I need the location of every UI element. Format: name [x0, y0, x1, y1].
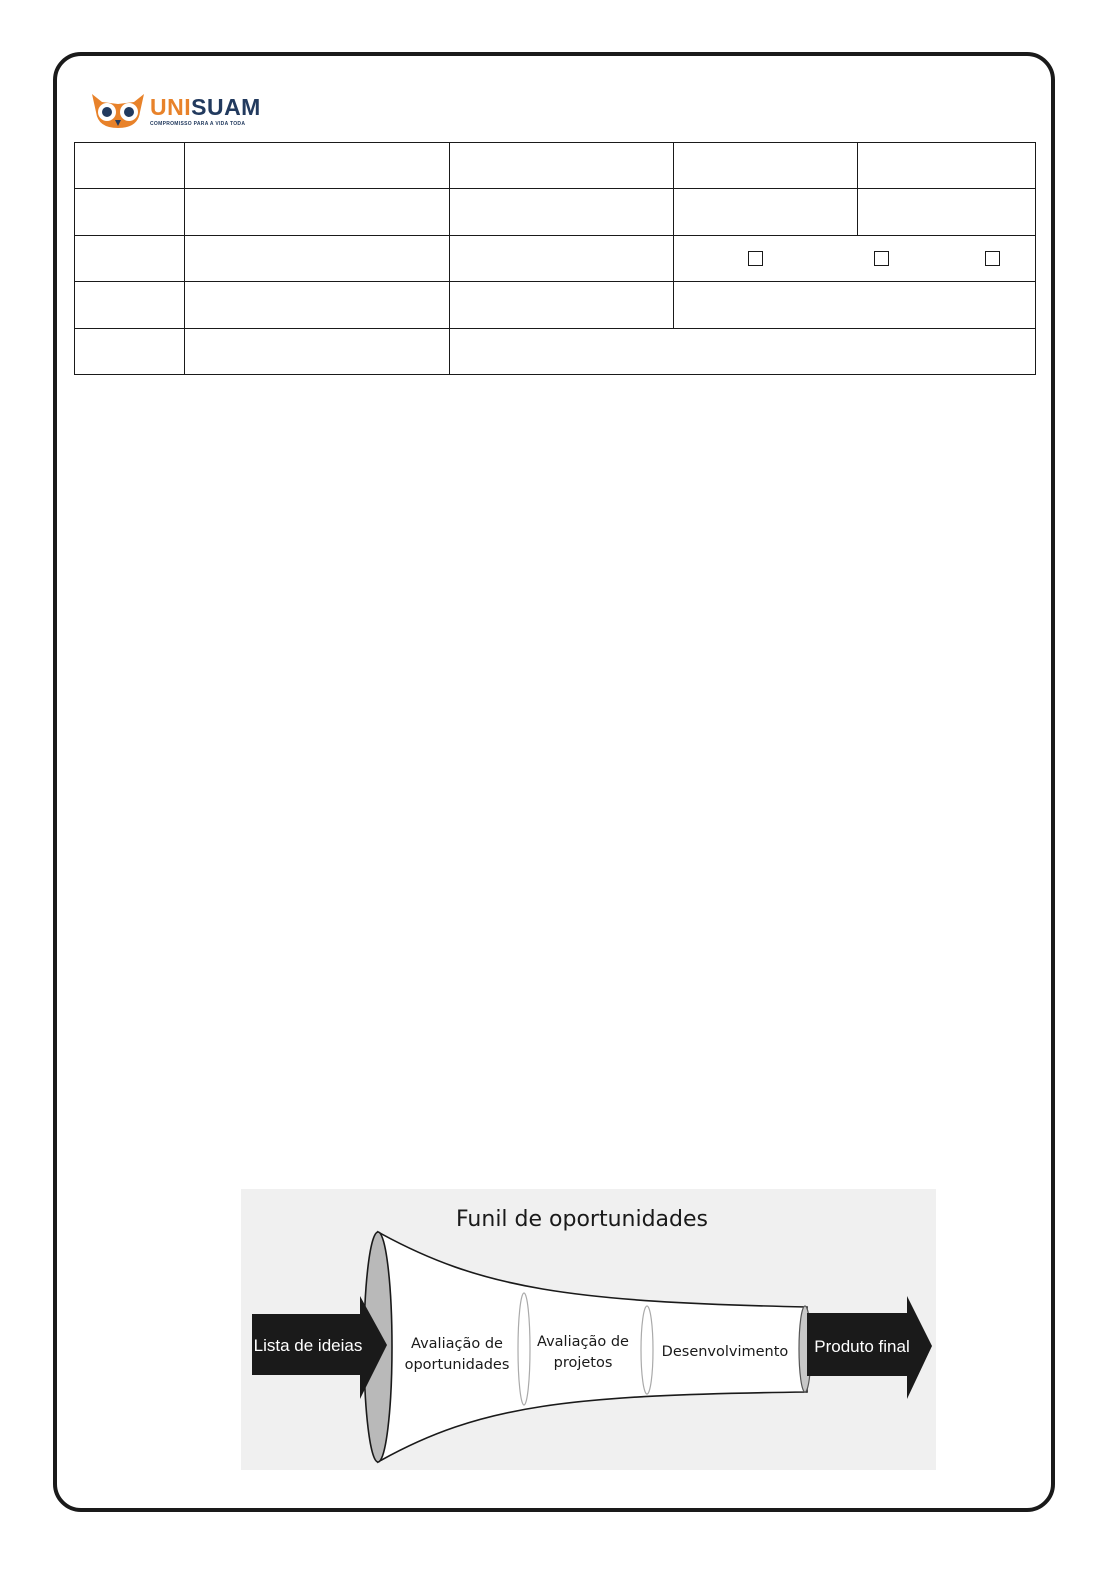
form-cell[interactable]: [75, 189, 185, 235]
form-cell[interactable]: [185, 143, 450, 189]
form-cell[interactable]: [674, 189, 858, 235]
form-cell[interactable]: [75, 328, 185, 374]
logo-wordmark-suam: SUAM: [191, 94, 261, 120]
form-cell[interactable]: [185, 189, 450, 235]
form-cell[interactable]: [75, 282, 185, 328]
form-row: [75, 282, 1036, 328]
form-cell[interactable]: [185, 328, 450, 374]
funnel-divider-1: [518, 1293, 530, 1405]
form-cell[interactable]: [858, 189, 1036, 235]
checkbox-option-3[interactable]: [985, 251, 1000, 266]
checkbox-option-2[interactable]: [874, 251, 889, 266]
logo-wordmark: [150, 96, 261, 119]
form-cell[interactable]: [450, 143, 674, 189]
stage-2-label-line2: projetos: [553, 1355, 613, 1371]
checkbox-cell: [674, 235, 1036, 281]
unisuam-logo: [88, 90, 288, 132]
funnel-figure: [241, 1189, 936, 1470]
form-cell[interactable]: [450, 189, 674, 235]
output-label: Produto final: [814, 1337, 910, 1356]
form-row: [75, 189, 1036, 235]
stage-1-label-line2: oportunidades: [404, 1357, 510, 1373]
checkbox-option-1[interactable]: [748, 251, 763, 266]
form-row: [75, 143, 1036, 189]
form-cell[interactable]: [674, 143, 858, 189]
header-form-table: [74, 142, 1036, 375]
stage-3-label: Desenvolvimento: [661, 1344, 789, 1360]
form-cell[interactable]: [75, 143, 185, 189]
funnel-divider-2: [641, 1306, 653, 1394]
funnel-diagram: [241, 1189, 936, 1470]
logo-tagline: COMPROMISSO PARA A VIDA TODA: [150, 121, 246, 127]
stage-1-label-line1: Avaliação de: [411, 1336, 503, 1352]
form-cell[interactable]: [185, 282, 450, 328]
form-cell[interactable]: [858, 143, 1036, 189]
form-cell[interactable]: [674, 282, 1036, 328]
form-cell[interactable]: [450, 235, 674, 281]
figure-title: Funil de oportunidades: [455, 1207, 709, 1232]
form-cell[interactable]: [75, 235, 185, 281]
form-cell[interactable]: [450, 328, 1036, 374]
form-cell[interactable]: [185, 235, 450, 281]
owl-icon: [88, 90, 148, 132]
form-row: [75, 235, 1036, 281]
form-row: [75, 328, 1036, 374]
logo-wordmark-uni: UNI: [150, 94, 192, 120]
form-cell[interactable]: [450, 282, 674, 328]
stage-2-label-line1: Avaliação de: [537, 1334, 629, 1350]
input-label: Lista de ideias: [253, 1336, 363, 1355]
